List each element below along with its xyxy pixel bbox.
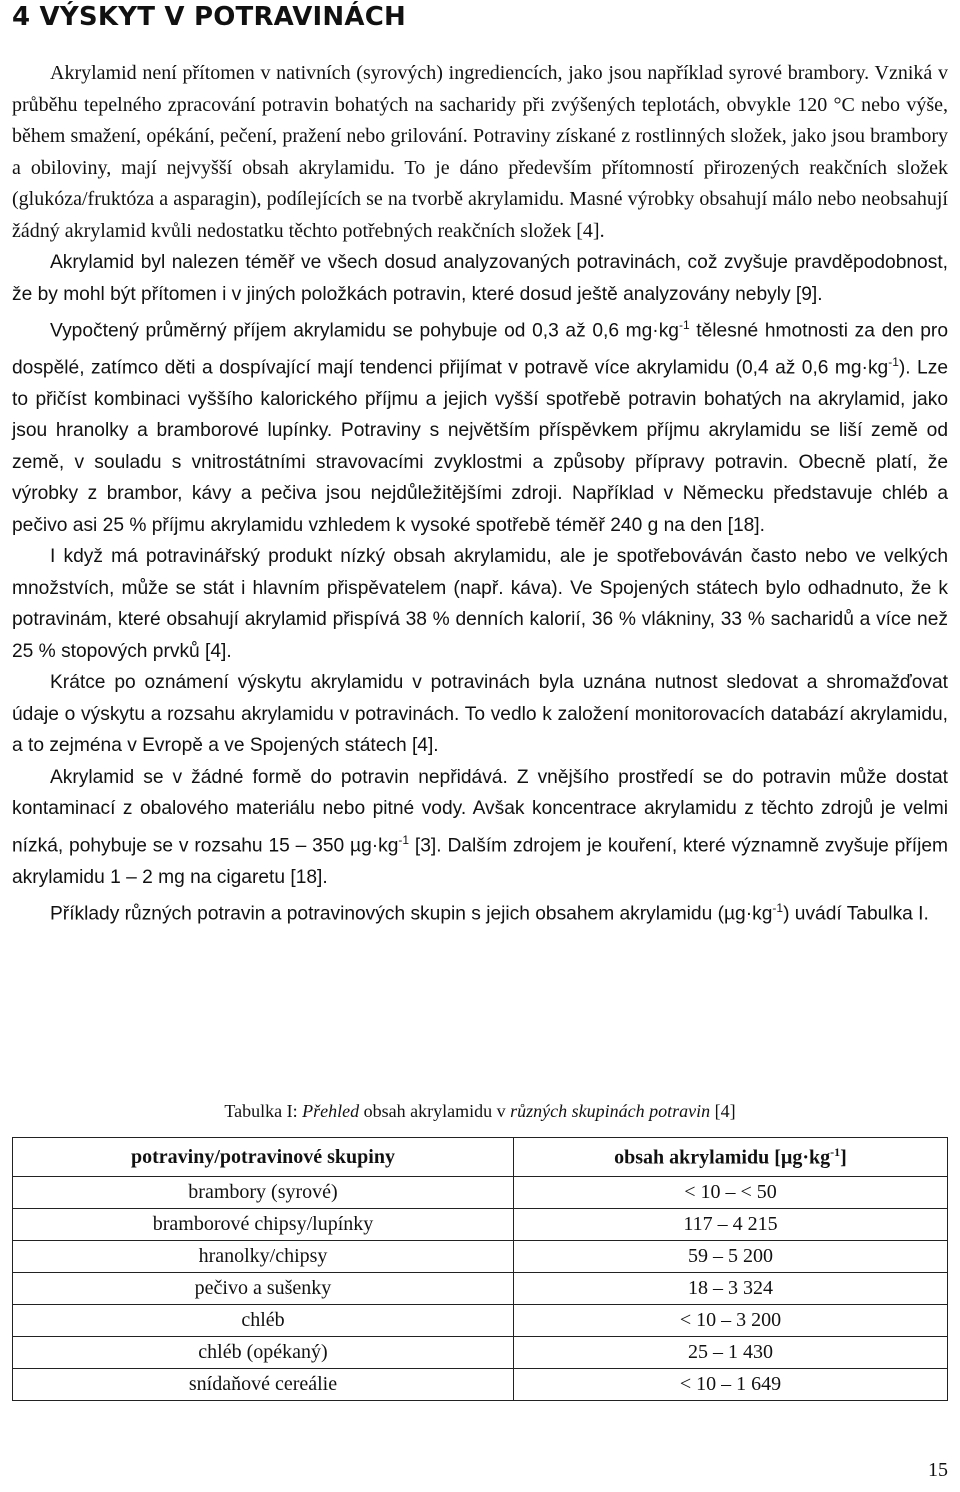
- paragraph-7: Příklady různých potravin a potravinových skupin s jejich obsahem akrylamidu $(\mu g\cdot kg^{-1})$ uvádí Tabulka I.: [50, 901, 929, 925]
- table-header-row: [13, 1138, 948, 1177]
- body-text: [12, 58, 948, 930]
- table-cell: brambory (syrové): [13, 1177, 514, 1209]
- table-cell: 25 – 1 430: [514, 1337, 948, 1369]
- paragraph-1: Akrylamid není přítomen v nativních (syrových) ingrediencích, jako jsou například syrové brambory. Vzniká v průběhu tepelného zpracování potravin bohatých na sacharidy při zvýšených teplotách, obvykle 120 °C nebo výše, během smažení, opékání, pečení, pražení nebo grilování. Potraviny získané z rostlinných složek, jako jsou brambory a obiloviny, mají nejvyšší obsah akrylamidu. To je dáno především přítomností přirozených reakčních složek (glukóza/fruktóza a asparagin), podílejících se na tvorbě akrylamidu. Masné výrobky obsahují málo nebo neobsahují žádný akrylamid kvůli nedostatku těchto potřebných reakčních složek [4].: [12, 62, 948, 242]
- table-row: [13, 1305, 948, 1337]
- table-cell: bramborové chipsy/lupínky: [13, 1209, 514, 1241]
- column-header-food: potraviny/potravinové skupiny: [13, 1138, 514, 1177]
- table-row: [13, 1369, 948, 1401]
- table-cell: < 10 – 1 649: [514, 1369, 948, 1401]
- table-caption: Tabulka I: Přehled obsah akrylamidu v různých skupinách potravin [4]: [224, 1101, 736, 1121]
- table-cell: chléb (opékaný): [13, 1337, 514, 1369]
- table-row: [13, 1209, 948, 1241]
- column-header-content: obsah akrylamidu $[\mu g\cdot kg^{-1}]$: [514, 1138, 948, 1177]
- section-heading: 4 VÝSKYT V POTRAVINÁCH: [12, 2, 406, 32]
- table-cell: pečivo a sušenky: [13, 1273, 514, 1305]
- paragraph-6: Akrylamid se v žádné formě do potravin nepřidává. Z vnějšího prostředí se do potravin může dostat kontaminací z obalového materiálu nebo pitné vody. Avšak koncentrace akrylamidu z těchto zdrojů je velmi nízká, pohybuje se v rozsahu 15 – 350 $\mu g\cdot kg^{-1}$ [3]. Dalším zdrojem je kouření, které významně zvyšuje příjem akrylamidu 1 – 2 mg na cigaretu [18].: [12, 766, 948, 888]
- acrylamide-table: [12, 1137, 948, 1401]
- table-row: [13, 1177, 948, 1209]
- paragraph-3: Vypočtený průměrný příjem akrylamidu se pohybuje od 0,3 až 0,6 $mg\cdot kg^{-1}$ tělesné hmotnosti za den pro dospělé, zatímco děti a dospívající mají tendenci přijímat v potravě více akrylamidu (0,4 až 0,6 $mg\cdot kg^{-1}$). Lze to přičíst kombinaci vyššího kalorického příjmu a jejich vyšší spotřebě potravin bohatých na akrylamid, jako jsou hranolky a bramborové lupínky. Potraviny s největším příspěvkem příjmu akrylamidu se liší země od země, v souladu s vnitrostátními stravovacími zvyklostmi a způsoby přípravy potravin. Obecně platí, že výrobky z brambor, kávy a pečiva jsou nejdůležitějšími zdroji. Například v Německu představuje chléb a pečivo asi 25 % příjmu akrylamidu vzhledem k vysoké spotřebě téměř 240 g na den [18].: [12, 318, 948, 536]
- paragraph-4: I když má potravinářský produkt nízký obsah akrylamidu, ale je spotřebováván často nebo ve velkých množstvích, může se stát i hlavním přispěvatelem (např. káva). Ve Spojených státech bylo odhadnuto, že k potravinám, které obsahují akrylamid přispívá 38 % denních kalorií, 36 % vlákniny, 33 % sacharidů a více než 25 % stopových prvků [4].: [12, 546, 948, 662]
- table-cell: 18 – 3 324: [514, 1273, 948, 1305]
- table-row: [13, 1337, 948, 1369]
- table-cell: hranolky/chipsy: [13, 1241, 514, 1273]
- table-cell: 117 – 4 215: [514, 1209, 948, 1241]
- paragraph-2: Akrylamid byl nalezen téměř ve všech dosud analyzovaných potravinách, což zvyšuje pravděpodobnost, že by mohl být přítomen i v jiných položkách potravin, které dosud ještě analyzovány nebyly [9].: [12, 252, 948, 305]
- paragraph-5: Krátce po oznámení výskytu akrylamidu v potravinách byla uznána nutnost sledovat a shromažďovat údaje o výskytu a rozsahu akrylamidu v potravinách. To vedlo k založení monitorovacích databází akrylamidu, a to zejména v Evropě a ve Spojených státech [4].: [12, 672, 948, 757]
- table-cell: 59 – 5 200: [514, 1241, 948, 1273]
- table-row: [13, 1273, 948, 1305]
- table-cell: < 10 – < 50: [514, 1177, 948, 1209]
- table-row: [13, 1241, 948, 1273]
- table-cell: chléb: [13, 1305, 514, 1337]
- page-number: 15: [928, 1459, 948, 1481]
- table-cell: snídaňové cereálie: [13, 1369, 514, 1401]
- table-cell: < 10 – 3 200: [514, 1305, 948, 1337]
